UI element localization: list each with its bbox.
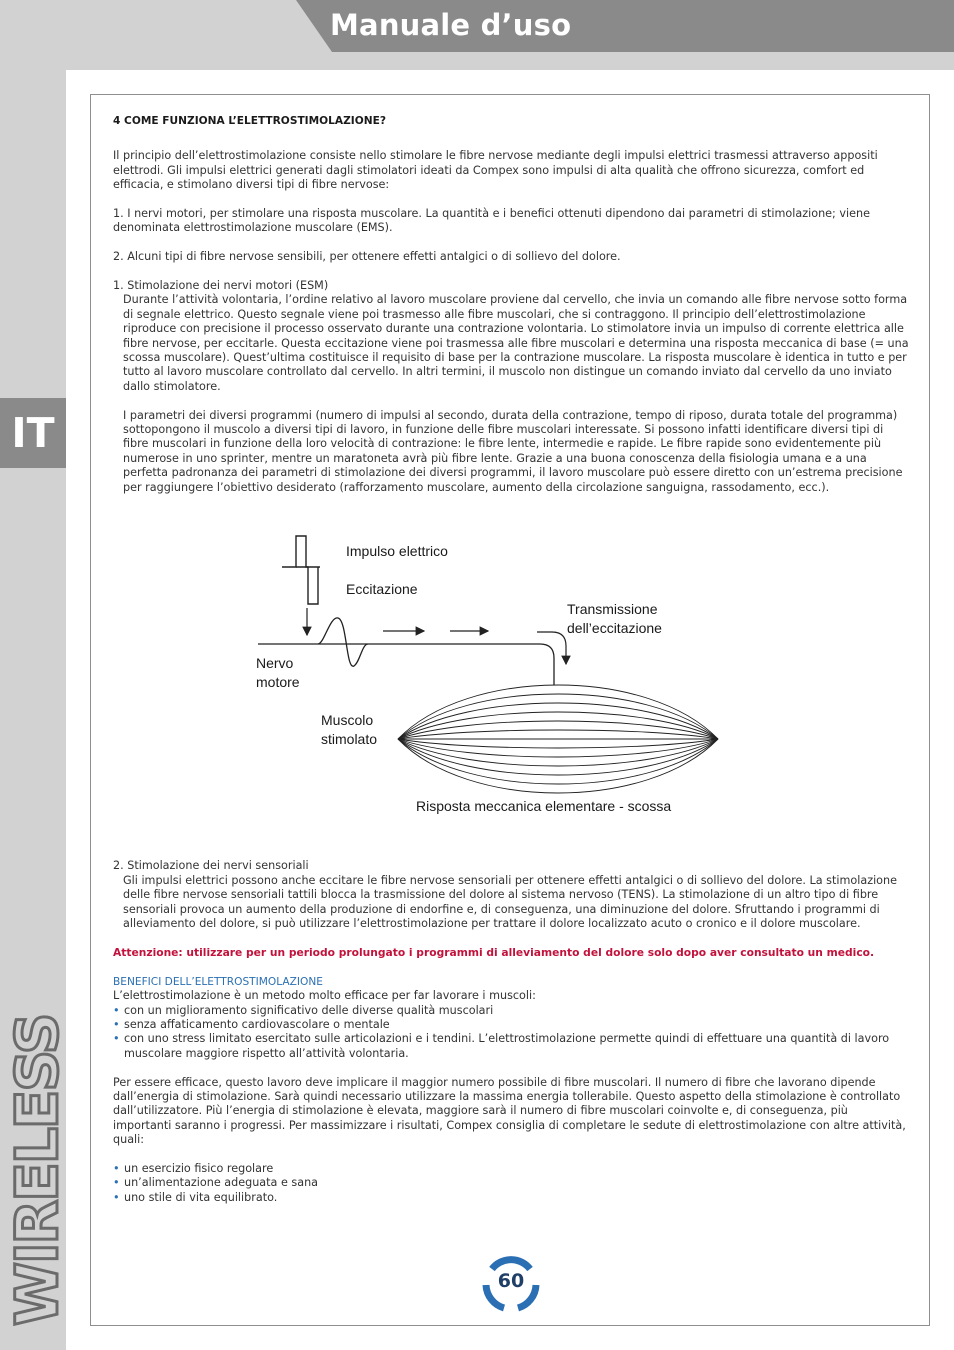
intro-paragraph: Il principio dell’elettrostimolazione consiste nello stimolare le fibre nervose mediante degli impulsi elettrici trasmessi attraverso appositi elettrodi. Gli impulsi elettrici generati dagli stimolatori ideati da Compex sono impulsi di alta qualità che offrono sicurezza, comfort ed efficacia, e stimolano diversi tipi di fibre nervose:	[113, 149, 878, 192]
section-heading: 4 COME FUNZIONA L’ELETTROSTIMOLAZIONE?	[113, 115, 386, 127]
benefits-list	[113, 1004, 909, 1062]
response-label: Risposta meccanica elementare - scossa	[416, 798, 672, 814]
excitation-label: Eccitazione	[346, 581, 418, 597]
language-tab	[0, 398, 66, 468]
list-item-motor: 1. I nervi motori, per stimolare una risposta muscolare. La quantità e i benefici ottenuti dipendono dai parametri di stimolazione; viene denominata elettrostimolazione muscolare (EMS).	[113, 207, 870, 235]
list-item-sensory: 2. Alcuni tipi di fibre nervose sensibili, per ottenere effetti antalgici o di sollievo del dolore.	[113, 250, 621, 264]
muscle-label-1: Muscolo	[321, 712, 374, 728]
warning-text: Attenzione: utilizzare per un periodo prolungato i programmi di alleviamento del dolore solo dopo aver consultato un medico.	[113, 945, 875, 959]
efficacy-paragraph: Per essere efficace, questo lavoro deve implicare il maggior numero possibile di fibre muscolari. Il numero di fibre che lavorano dipende dall’energia di stimolazione. Sarà quindi necessario utilizzare la massima energia tollerabile. Questo aspetto della stimolazione è controllato dall’utilizzatore. Più l’energia di stimolazione è elevata, maggiore sarà il numero di fibre muscolari coinvolte e, di conseguenza, più importanti saranno i progressi. Per massimizzare i risultati, Compex consiglia di completare le sedute di elettrostimolazione con altre attività, quali:	[113, 1075, 906, 1147]
diagram-drawing	[240, 520, 740, 830]
excitation-wave	[318, 618, 368, 666]
nerve-curve	[540, 644, 554, 685]
stimulation-diagram	[240, 520, 740, 830]
sensory-paragraph: Gli impulsi elettrici possono anche eccitare le fibre nervose sensoriali per ottenere effetti antalgici o di sollievo del dolore. La stimolazione delle fibre nervose sensoriali tattili blocca la trasmissione del dolore al sistema nervoso (TENS). La stimolazione di un altro tipo di fibre sensoriali provoca un aumento della produzione di endorfine e, di conseguenza, una diminuzione del dolore. Sfruttando i programmi di alleviamento del dolore, si può utilizzare l’elettrostimolazione per trattare il dolore localizzato acuto o cronico e il dolore muscolare.	[123, 873, 897, 931]
benefits-heading: BENEFICI DELL’ELETTROSTIMOLAZIONE	[113, 975, 323, 988]
list-item: • un’alimentazione adeguata e sana	[113, 1176, 909, 1190]
muscle-fiber	[398, 730, 718, 739]
motor-title: 1. Stimolazione dei nervi motori (ESM)	[113, 279, 329, 293]
list-item: • uno stile di vita equilibrato.	[113, 1191, 909, 1205]
list-item: • con un miglioramento significativo delle diverse qualità muscolari	[113, 1004, 909, 1018]
muscle-fiber	[398, 694, 718, 739]
language-label: IT	[11, 409, 55, 457]
page-number: 60	[497, 1270, 525, 1292]
motor-paragraph-2: I parametri dei diversi programmi (numero di impulsi al secondo, durata della contrazione, tempo di riposo, durata totale del programma) sottopongono il muscolo a diversi tipi di lavoro, in funzione delle fibre muscolari interessate. Si possono infatti identificare diversi tipi di fibre muscolari in funzione della loro velocità di contrazione: le fibre lente, intermedie e rapide. Le fibre rapide sono evidentemente più numerose in uno sprinter, mentre un maratoneta avrà più fibre lente. Grazie a una buona conoscenza della fisiologia umana e a una perfetta padronanza dei parametri di stimolazione dei diversi programmi, il lavoro muscolare può essere diretto con un’estrema precisione per raggiungere l’obiettivo desiderato (rafforzamento muscolare, aumento della circolazione sanguigna, rassodamento, ecc.).	[123, 408, 903, 494]
transmission-label-2: dell’eccitazione	[567, 620, 662, 636]
nerve-label-2: motore	[256, 674, 300, 690]
list-item: • senza affaticamento cardiovascolare o mentale	[113, 1018, 909, 1032]
muscle-fibers	[398, 685, 718, 793]
header-band	[66, 52, 954, 70]
nerve-label-1: Nervo	[256, 655, 294, 671]
muscle-fiber	[398, 739, 718, 784]
muscle-fiber	[398, 739, 718, 748]
muscle-label-2: stimolato	[321, 731, 378, 747]
list-item: • con uno stress limitato esercitato sulle articolazioni e i tendini. L’elettrostimolazione permette quindi di effettuare una quantità di lavoro muscolare maggiore rispetto all’attività volontaria.	[113, 1032, 909, 1061]
page-title: Manuale d’uso	[330, 8, 572, 42]
transmission-label-1: Transmissione	[567, 601, 658, 617]
impulse-label: Impulso elettrico	[346, 543, 448, 559]
list-item: • un esercizio fisico regolare	[113, 1162, 909, 1176]
activities-list	[113, 1162, 909, 1205]
excitation-waveform	[296, 567, 318, 604]
brand-wordmark: WIRELESS	[3, 1014, 71, 1326]
muscle-fiber	[398, 712, 718, 739]
motor-paragraph-1: Durante l’attività volontaria, l’ordine relativo al lavoro muscolare proviene dal cervello, che invia un comando alle fibre nervose sotto forma di segnale elettrico. Questo segnale viene poi trasmesso alle fibre muscolari, che si contraggono. Il principio dell’elettrostimolazione riproduce con precisione il processo osservato durante una contrazione volontaria. Lo stimolatore invia un impulso di corrente elettrica alle fibre nervose, per eccitarle. Questa eccitazione viene poi trasmessa alle fibre muscolari e determina una risposta meccanica di base (= una scossa muscolare). Quest’ultima costituisce il requisito di base per la contrazione muscolare. La risposta muscolare è identica in tutto e per tutto al lavoro muscolare controllato dal cervello. In altri termini, il muscolo non distingue un comando inviato dal cervello da uno inviato dallo stimolatore.	[123, 293, 909, 393]
sensory-title: 2. Stimolazione dei nervi sensoriali	[113, 859, 309, 873]
muscle-fiber	[398, 739, 718, 766]
benefits-intro: L’elettrostimolazione è un metodo molto efficace per far lavorare i muscoli:	[113, 989, 536, 1003]
impulse-waveform	[282, 536, 320, 567]
